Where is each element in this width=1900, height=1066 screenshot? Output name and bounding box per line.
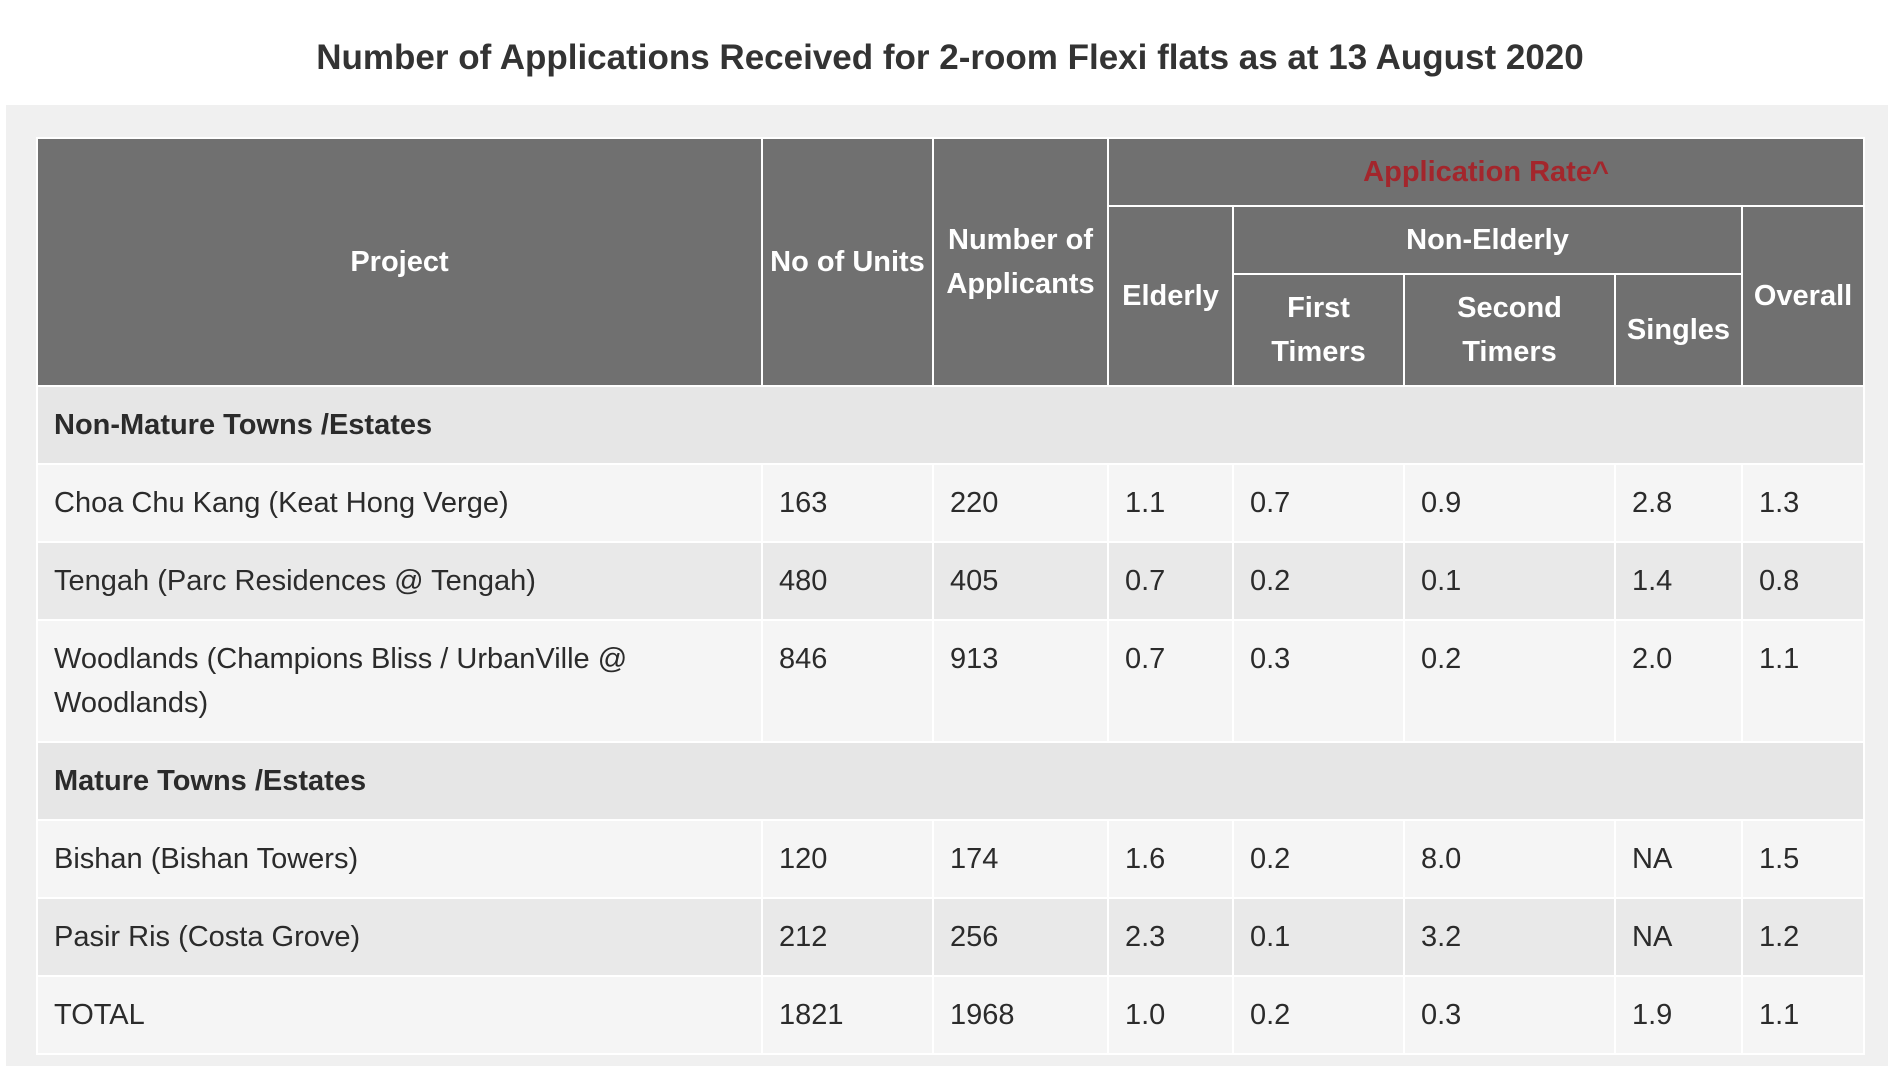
cell-first-timers: 0.1 xyxy=(1233,898,1404,976)
table-row xyxy=(37,898,1864,976)
cell-units: 163 xyxy=(762,464,933,542)
cell-applicants: 1968 xyxy=(933,976,1108,1054)
cell-first-timers: 0.2 xyxy=(1233,542,1404,620)
cell-singles: 1.9 xyxy=(1615,976,1742,1054)
cell-units: 1821 xyxy=(762,976,933,1054)
table-row xyxy=(37,620,1864,742)
cell-elderly: 2.3 xyxy=(1108,898,1233,976)
cell-elderly: 1.1 xyxy=(1108,464,1233,542)
cell-first-timers: 0.2 xyxy=(1233,820,1404,898)
cell-first-timers: 0.2 xyxy=(1233,976,1404,1054)
cell-overall: 1.3 xyxy=(1742,464,1864,542)
cell-second-timers: 0.1 xyxy=(1404,542,1615,620)
cell-first-timers: 0.7 xyxy=(1233,464,1404,542)
cell-elderly: 0.7 xyxy=(1108,542,1233,620)
section-label: Mature Towns /Estates xyxy=(37,742,1864,820)
cell-units: 480 xyxy=(762,542,933,620)
table-row xyxy=(37,464,1864,542)
cell-units: 212 xyxy=(762,898,933,976)
page-title: Number of Applications Received for 2-room Flexi flats as at 13 August 2020 xyxy=(316,38,1584,77)
cell-project: Pasir Ris (Costa Grove) xyxy=(37,898,762,976)
cell-overall: 1.1 xyxy=(1742,620,1864,742)
header-second-timers: Second Timers xyxy=(1404,274,1615,386)
header-singles: Singles xyxy=(1615,274,1742,386)
cell-elderly: 0.7 xyxy=(1108,620,1233,742)
cell-singles: 2.0 xyxy=(1615,620,1742,742)
total-row xyxy=(37,976,1864,1054)
cell-singles: NA xyxy=(1615,820,1742,898)
cell-project: Bishan (Bishan Towers) xyxy=(37,820,762,898)
cell-applicants: 405 xyxy=(933,542,1108,620)
cell-second-timers: 0.3 xyxy=(1404,976,1615,1054)
cell-units: 120 xyxy=(762,820,933,898)
cell-singles: NA xyxy=(1615,898,1742,976)
table-row xyxy=(37,542,1864,620)
applications-table xyxy=(36,137,1865,1055)
header-project: Project xyxy=(37,138,762,386)
header-applicants: Number of Applicants xyxy=(933,138,1108,386)
cell-overall: 1.5 xyxy=(1742,820,1864,898)
cell-applicants: 913 xyxy=(933,620,1108,742)
cell-project: Woodlands (Champions Bliss / UrbanVille @ Woodlands) xyxy=(37,620,762,742)
section-row xyxy=(37,386,1864,464)
cell-applicants: 256 xyxy=(933,898,1108,976)
cell-applicants: 174 xyxy=(933,820,1108,898)
cell-units: 846 xyxy=(762,620,933,742)
header-application-rate: Application Rate^ xyxy=(1108,138,1864,206)
cell-second-timers: 0.9 xyxy=(1404,464,1615,542)
cell-project: Choa Chu Kang (Keat Hong Verge) xyxy=(37,464,762,542)
cell-project: TOTAL xyxy=(37,976,762,1054)
cell-overall: 1.2 xyxy=(1742,898,1864,976)
cell-second-timers: 0.2 xyxy=(1404,620,1615,742)
cell-overall: 1.1 xyxy=(1742,976,1864,1054)
header-elderly: Elderly xyxy=(1108,206,1233,386)
cell-project: Tengah (Parc Residences @ Tengah) xyxy=(37,542,762,620)
header-first-timers: First Timers xyxy=(1233,274,1404,386)
cell-elderly: 1.0 xyxy=(1108,976,1233,1054)
header-overall: Overall xyxy=(1742,206,1864,386)
section-row xyxy=(37,742,1864,820)
cell-applicants: 220 xyxy=(933,464,1108,542)
header-units: No of Units xyxy=(762,138,933,386)
cell-second-timers: 8.0 xyxy=(1404,820,1615,898)
cell-elderly: 1.6 xyxy=(1108,820,1233,898)
cell-singles: 1.4 xyxy=(1615,542,1742,620)
cell-second-timers: 3.2 xyxy=(1404,898,1615,976)
cell-overall: 0.8 xyxy=(1742,542,1864,620)
header-non-elderly: Non-Elderly xyxy=(1233,206,1742,274)
cell-singles: 2.8 xyxy=(1615,464,1742,542)
cell-first-timers: 0.3 xyxy=(1233,620,1404,742)
section-label: Non-Mature Towns /Estates xyxy=(37,386,1864,464)
table-row xyxy=(37,820,1864,898)
